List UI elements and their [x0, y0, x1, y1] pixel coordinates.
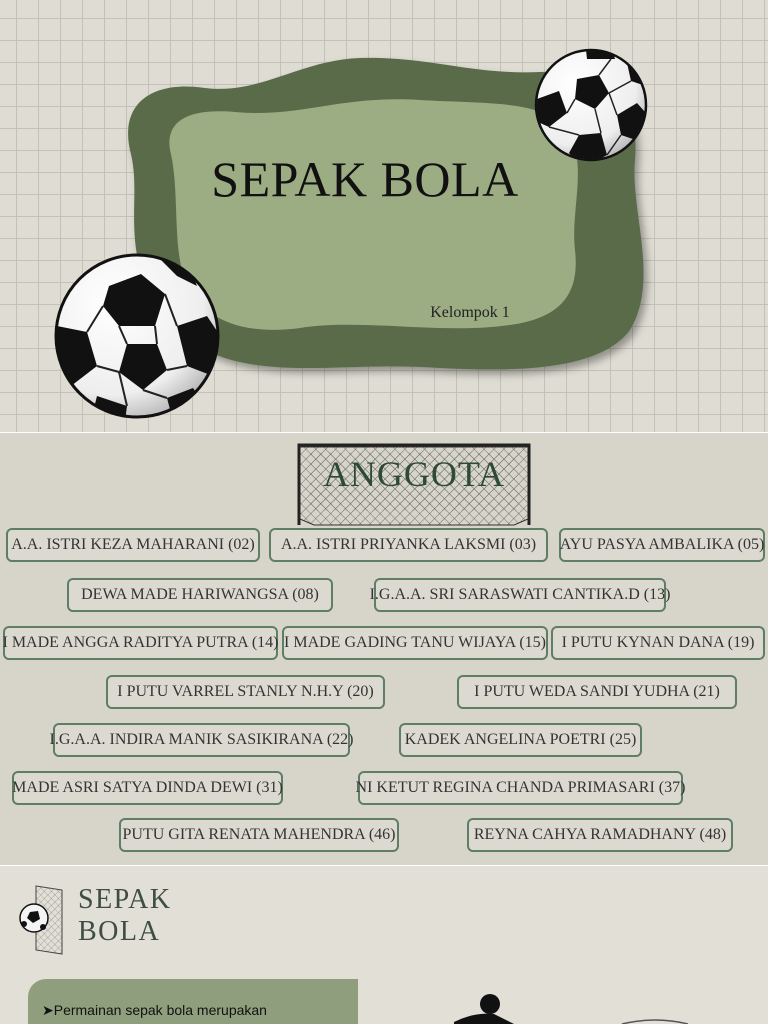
- soccer-ball-icon: [534, 48, 648, 162]
- member-item: AYU PASYA AMBALIKA (05): [559, 528, 765, 562]
- section-title-line-1: SEPAK: [78, 884, 172, 915]
- soccer-ball-icon: [53, 252, 221, 420]
- title-slide: [0, 0, 768, 432]
- member-item: I.G.A.A. INDIRA MANIK SASIKIRANA (22): [53, 723, 350, 757]
- inner-blob: [169, 99, 578, 330]
- member-item: I MADE GADING TANU WIJAYA (15): [282, 626, 548, 660]
- main-title: SEPAK BOLA: [211, 151, 519, 207]
- member-item: A.A. ISTRI KEZA MAHARANI (02): [6, 528, 260, 562]
- member-item: A.A. ISTRI PRIYANKA LAKSMI (03): [269, 528, 548, 562]
- members-slide: [0, 433, 768, 865]
- member-item: NI KETUT REGINA CHANDA PRIMASARI (37): [358, 771, 683, 805]
- subtitle: Kelompok 1: [430, 304, 510, 321]
- section-title: [78, 884, 172, 948]
- member-item: I MADE ANGGA RADITYA PUTRA (14): [3, 626, 278, 660]
- member-item: I.G.A.A. SRI SARASWATI CANTIKA.D (13): [374, 578, 666, 612]
- member-item: I PUTU WEDA SANDI YUDHA (21): [457, 675, 737, 709]
- section-title-line-2: BOLA: [78, 916, 161, 947]
- member-item: REYNA CAHYA RAMADHANY (48): [467, 818, 733, 852]
- goal-net-ball-icon: [16, 884, 66, 956]
- player-silhouette-icon: [454, 992, 514, 1024]
- member-item: DEWA MADE HARIWANGSA (08): [67, 578, 333, 612]
- bullet-text: ➤Permainan sepak bola merupakan: [42, 1002, 267, 1018]
- member-item: KADEK ANGELINA POETRI (25): [399, 723, 642, 757]
- member-item: I PUTU VARREL STANLY N.H.Y (20): [106, 675, 385, 709]
- member-item: MADE ASRI SATYA DINDA DEWI (31): [12, 771, 283, 805]
- member-item: PUTU GITA RENATA MAHENDRA (46): [119, 818, 399, 852]
- members-heading: ANGGOTA: [322, 454, 506, 494]
- curve-line: [620, 1016, 690, 1024]
- member-item: I PUTU KYNAN DANA (19): [551, 626, 765, 660]
- intro-slide: [0, 866, 768, 1024]
